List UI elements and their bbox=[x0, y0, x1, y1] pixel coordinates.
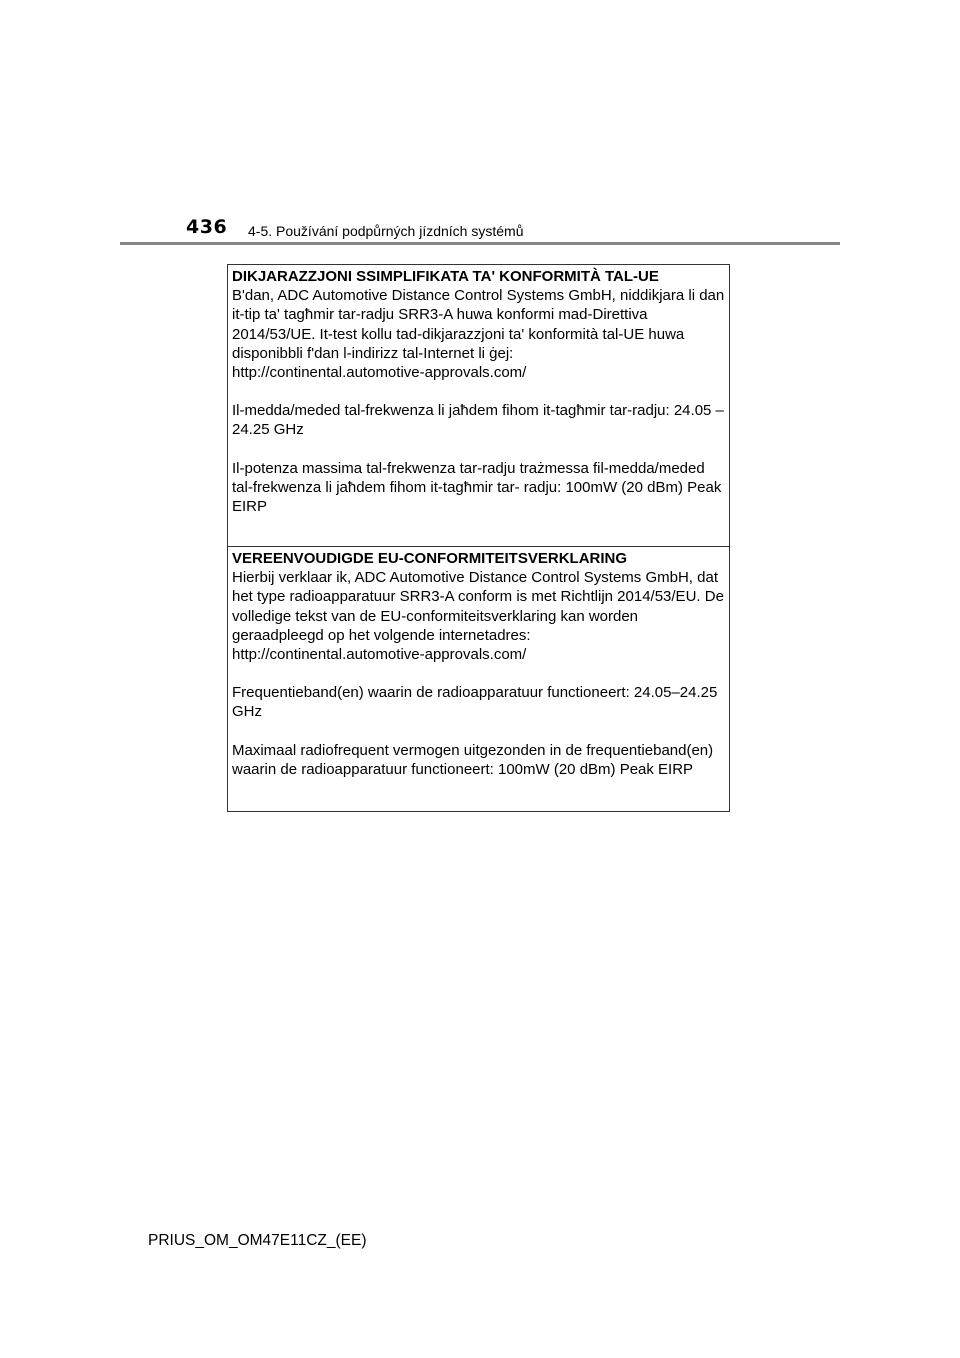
document-code: PRIUS_OM_OM47E11CZ_(EE) bbox=[148, 1232, 367, 1249]
declaration-maltese-frequency: Il-medda/meded tal-frekwenza li jaħdem fihom it-tagħmir tar-radju: 24.05 –24.25 GHz bbox=[232, 402, 724, 439]
declaration-maltese-body: B'dan, ADC Automotive Distance Control Systems GmbH, niddikjara li dan it-tip ta' tagħmir tar-radju SRR3-A huwa konformi mad-Direttiva 2014/53/UE. It-test kollu tad-dikjarazzjoni ta' konformità tal-UE huwa disponibbli f'dan l-indirizz tal-Internet li ġej: bbox=[232, 287, 725, 362]
declaration-dutch bbox=[228, 549, 729, 779]
page-number: 436 bbox=[186, 216, 228, 238]
declaration-maltese-power: Il-potenza massima tal-frekwenza tar-radju trażmessa fil-medda/meded tal-frekwenza li jaħdem fihom it-tagħmir tar- radju: 100mW (20 dBm) Peak EIRP bbox=[232, 459, 722, 516]
declaration-dutch-power: Maximaal radiofrequent vermogen uitgezonden in de frequentieband(en) waarin de radioapparatuur functioneert: 100mW (20 dBm) Peak EIRP bbox=[232, 741, 714, 778]
declaration-maltese-url: http://continental.automotive-approvals.com/ bbox=[232, 364, 527, 382]
declaration-maltese-title: DIKJARAZZJONI SSIMPLIFIKATA TA' KONFORMITÀ TAL-UE bbox=[232, 268, 659, 285]
section-title: 4-5. Používání podpůrných jízdních systémů bbox=[248, 223, 524, 239]
declaration-box bbox=[227, 264, 730, 812]
declaration-dutch-url: http://continental.automotive-approvals.com/ bbox=[232, 646, 527, 664]
declaration-dutch-frequency: Frequentieband(en) waarin de radioapparatuur functioneert: 24.05–24.25 GHz bbox=[232, 684, 718, 721]
declaration-maltese bbox=[228, 267, 729, 547]
declaration-dutch-body: Hierbij verklaar ik, ADC Automotive Distance Control Systems GmbH, dat het type radioapparatuur SRR3-A conform is met Richtlijn 2014/53/EU. De volledige tekst van de EU-conformiteitsverklaring kan worden geraadpleegd op het volgende internetadres: bbox=[232, 569, 724, 644]
declaration-dutch-title: VEREENVOUDIGDE EU-CONFORMITEITSVERKLARING bbox=[232, 550, 628, 567]
header-divider bbox=[120, 242, 840, 245]
